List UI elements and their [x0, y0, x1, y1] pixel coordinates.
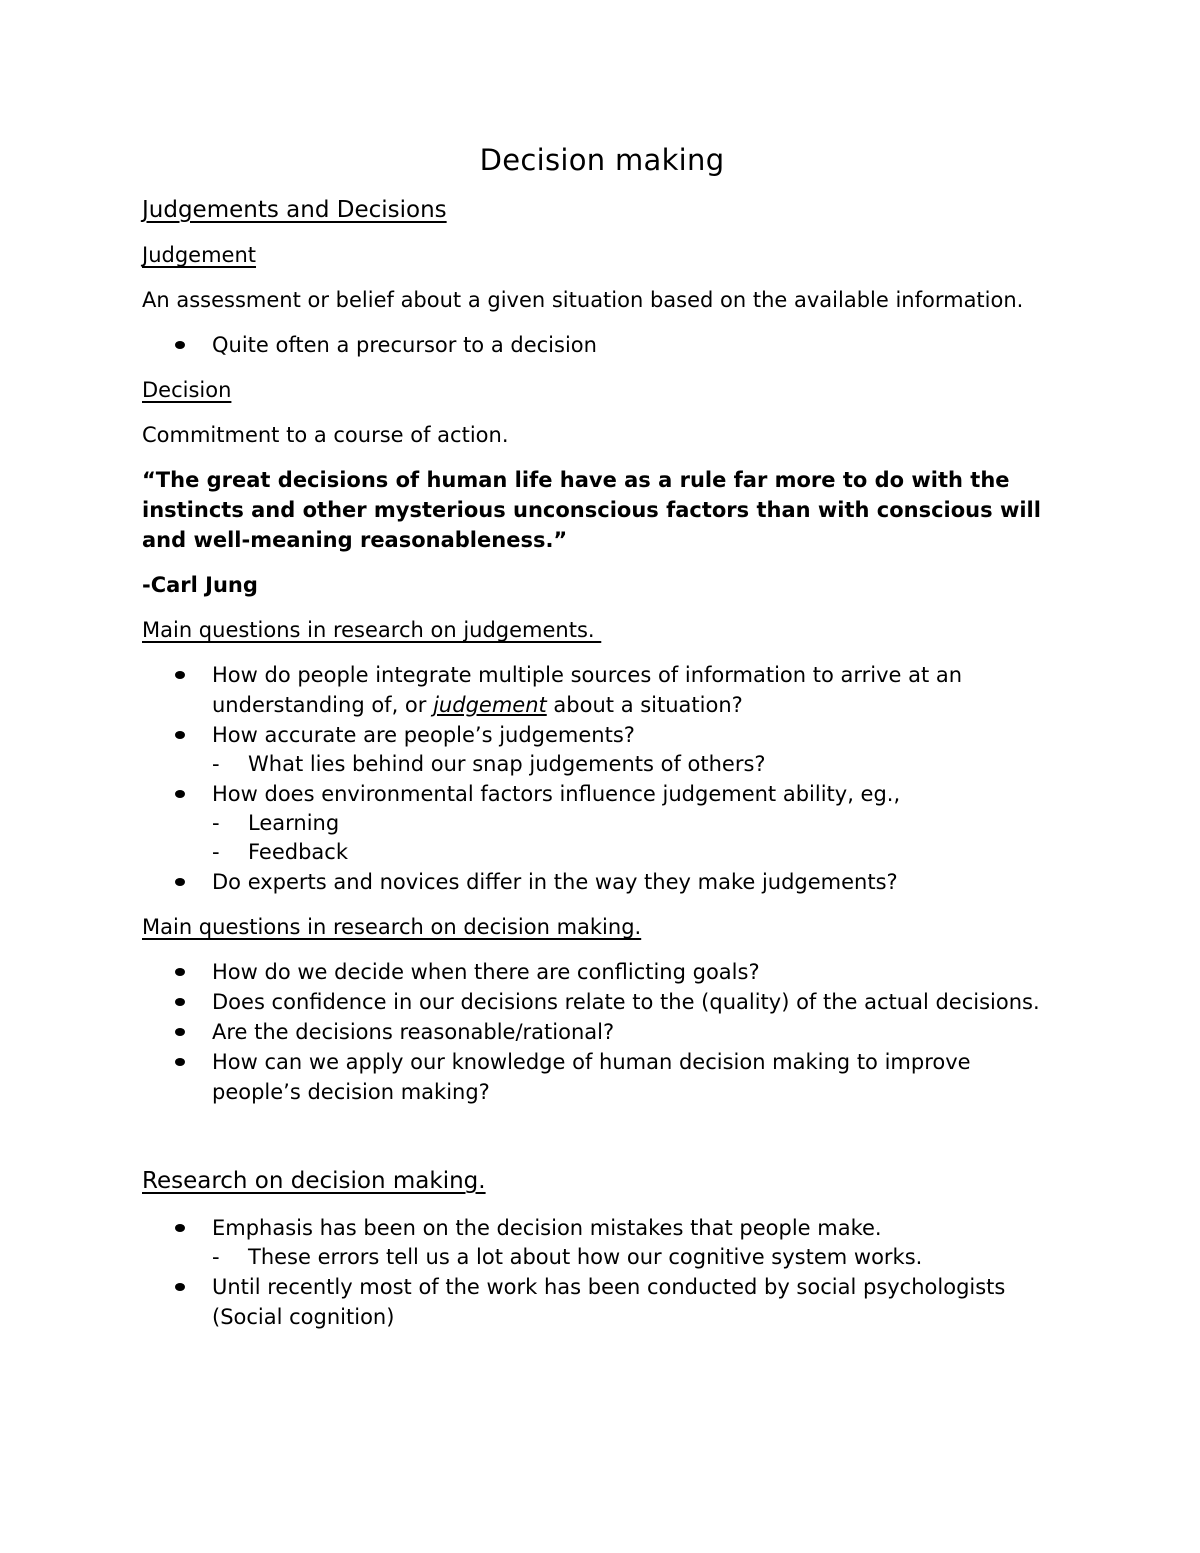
- sub-item-text: These errors tell us a lot about how our cognitive system works.: [248, 1245, 923, 1269]
- dash-marker: -: [212, 752, 220, 776]
- list-item: [142, 1047, 1062, 1107]
- sub-list-item: [212, 809, 1062, 838]
- list-item: [142, 1213, 1062, 1272]
- bullet-text: Are the decisions reasonable/rational?: [212, 1020, 615, 1044]
- jung-quote: “The great decisions of human life have as a rule far more to do with the instincts and other mysterious unconscious factors than with conscious will and well-meaning reasonableness.”: [142, 468, 1041, 552]
- subheading-judgement: Judgement: [142, 243, 257, 267]
- sub-item-text: Learning: [248, 811, 340, 835]
- bullet-icon: [175, 968, 185, 976]
- bullet-icon: [175, 1283, 185, 1291]
- bullet-icon: [175, 1028, 185, 1036]
- dash-marker: -: [212, 840, 220, 864]
- judgement-definition: An assessment or belief about a given situation based on the available information.: [142, 288, 1024, 312]
- sub-list-item: [212, 838, 1062, 867]
- sub-list: [212, 750, 1062, 779]
- list-item: [142, 660, 1062, 720]
- research-heading: Research on decision making.: [142, 1168, 486, 1194]
- bullet-text: How does environmental factors influence judgement ability, eg.,: [212, 782, 901, 806]
- judgements-questions-list: [142, 660, 1062, 897]
- sub-item-text: What lies behind our snap judgements of others?: [248, 752, 766, 776]
- bullet-icon: [175, 790, 185, 798]
- dash-marker: -: [212, 1245, 220, 1269]
- bullet-text: How do we decide when there are conflicting goals?: [212, 960, 760, 984]
- judgement-bullet-list: [142, 330, 1062, 360]
- judgement-emphasis: judgement: [433, 693, 547, 717]
- bullet-icon: [175, 998, 185, 1006]
- bullet-text: How can we apply our knowledge of human decision making to improve people’s decision making?: [212, 1050, 971, 1104]
- list-item: [142, 957, 1062, 987]
- list-item: [142, 779, 1062, 867]
- list-item: [142, 1017, 1062, 1047]
- bullet-text: Does confidence in our decisions relate to the (quality) of the actual decisions.: [212, 990, 1040, 1014]
- sub-list-item: [212, 1243, 1062, 1272]
- bullet-icon: [175, 341, 185, 349]
- research-list: [142, 1213, 1062, 1332]
- list-item: [142, 987, 1062, 1017]
- list-item: [142, 720, 1062, 779]
- bullet-text: How do people integrate multiple sources of information to arrive at an understanding of, or: [212, 663, 963, 717]
- sub-list-item: [212, 750, 1062, 779]
- decision-questions-list: [142, 957, 1062, 1107]
- subheading-decision: Decision: [142, 378, 232, 402]
- judgements-questions-heading: Main questions in research on judgements.: [142, 618, 602, 642]
- section-heading-judgements-decisions: Judgements and Decisions: [142, 197, 447, 223]
- bullet-text: about a situation?: [546, 693, 743, 717]
- bullet-text: How accurate are people’s judgements?: [212, 723, 635, 747]
- document-page: [142, 140, 1062, 1332]
- sub-list: [212, 809, 1062, 867]
- bullet-icon: [175, 1058, 185, 1066]
- decision-definition: Commitment to a course of action.: [142, 423, 509, 447]
- bullet-icon: [175, 671, 185, 679]
- list-item: [142, 867, 1062, 897]
- document-title: Decision making: [479, 143, 725, 177]
- decision-questions-heading: Main questions in research on decision making.: [142, 915, 642, 939]
- list-item: [142, 1272, 1062, 1332]
- quote-author: -Carl Jung: [142, 573, 258, 597]
- bullet-text: Emphasis has been on the decision mistakes that people make.: [212, 1216, 882, 1240]
- bullet-text: Until recently most of the work has been conducted by social psychologists (Social cognition): [212, 1275, 1006, 1329]
- sub-item-text: Feedback: [248, 840, 349, 864]
- bullet-text: Quite often a precursor to a decision: [212, 333, 597, 357]
- bullet-icon: [175, 878, 185, 886]
- bullet-icon: [175, 731, 185, 739]
- sub-list: [212, 1243, 1062, 1272]
- bullet-icon: [175, 1224, 185, 1232]
- bullet-text: Do experts and novices differ in the way they make judgements?: [212, 870, 898, 894]
- dash-marker: -: [212, 811, 220, 835]
- list-item: [142, 330, 1062, 360]
